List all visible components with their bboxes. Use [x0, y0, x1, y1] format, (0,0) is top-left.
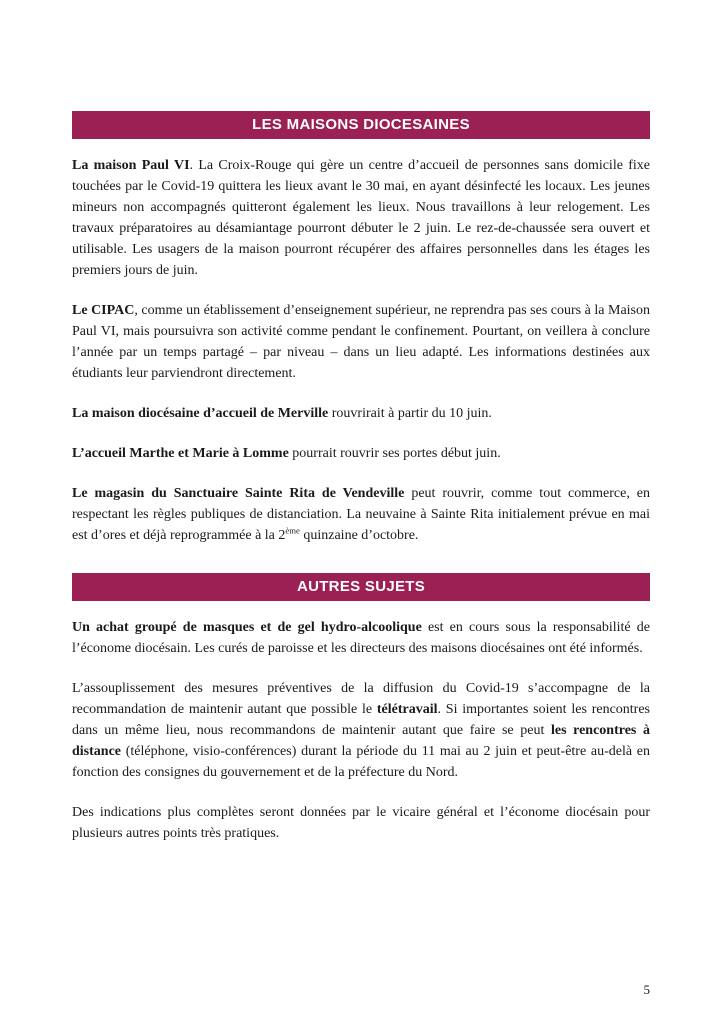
paragraph-text: Des indications plus complètes seront données par le vicaire général et l’économe diocésain pour plusieurs autres points très pratiques.: [72, 805, 650, 841]
paragraph: [72, 300, 650, 384]
paragraph-text: L’assouplissement des mesures préventives de la diffusion du Covid-19 s’accompagne de la recommandation de maintenir autant que possible le: [72, 681, 650, 717]
paragraph: [72, 617, 650, 659]
paragraph: [72, 403, 650, 424]
paragraph-lead-bold: les rencontres à distance: [72, 723, 650, 759]
paragraph: [72, 483, 650, 546]
paragraph-lead-bold: L’accueil Marthe et Marie à Lomme: [72, 446, 289, 461]
paragraph-lead-bold: La maison Paul VI: [72, 158, 190, 173]
section-banner: AUTRES SUJETS: [72, 573, 650, 601]
paragraph-text: ème: [285, 525, 300, 536]
paragraph: [72, 155, 650, 281]
paragraph-lead-bold: La maison diocésaine d’accueil de Merville: [72, 406, 329, 421]
paragraph-text: est en cours sous la responsabilité de l’économe diocésain. Les curés de paroisse et les directeurs des maisons diocésaines ont été informés.: [72, 620, 650, 656]
paragraph-lead-bold: Le magasin du Sanctuaire Sainte Rita de Vendeville: [72, 486, 405, 501]
page-number: 5: [643, 982, 650, 997]
paragraph: [72, 443, 650, 464]
paragraph-text: pourrait rouvrir ses portes début juin.: [288, 446, 501, 461]
paragraph-text: quinzaine d’octobre.: [299, 528, 419, 543]
paragraph-text: . La Croix-Rouge qui gère un centre d’accueil de personnes sans domicile fixe touchées par le Covid-19 quittera les lieux avant le 30 mai, en ayant désinfecté les locaux. Les jeunes mineurs non accompagnés quitteront également les lieux. Nous travaillons à leur relogement. Les travaux préparatoires au désamiantage pourront débuter le 2 juin. Le rez-de-chaussée sera ouvert et utilisable. Les usagers de la maison pourront récupérer des affaires personnelles dans les étages les premiers jours de juin.: [72, 158, 650, 278]
paragraph-text: , comme un établissement d’enseignement supérieur, ne reprendra pas ses cours à la Maison Paul VI, mais poursuivra son activité comme pendant le confinement. Pourtant, on veillera à conclure l’année par un temps partagé – par niveau – dans un lieu adapté. Les informations destinées aux étudiants leur parviendront directement.: [72, 303, 651, 381]
paragraph-lead-bold: Un achat groupé de masques et de gel hydro-alcoolique: [72, 620, 422, 635]
paragraph-lead-bold: Le CIPAC: [72, 303, 135, 318]
paragraph-text: (téléphone, visio-conférences) durant la période du 11 mai au 2 juin et peut-être au-delà en fonction des consignes du gouvernement et de la préfecture du Nord.: [72, 744, 650, 780]
document-content: [72, 111, 650, 863]
paragraph-text: peut rouvrir, comme tout commerce, en respectant les règles publiques de distanciation. La neuvaine à Sainte Rita initialement prévue en mai est d’ores et déjà reprogrammée à la 2: [72, 486, 651, 543]
paragraph: [72, 802, 650, 844]
paragraph-lead-bold: télétravail: [376, 702, 438, 717]
paragraph-text: rouvrirait à partir du 10 juin.: [328, 406, 492, 421]
paragraph-text: . Si importantes soient les rencontres dans un même lieu, nous recommandons de maintenir autant que faire se peut: [72, 702, 650, 738]
section-banner: LES MAISONS DIOCESAINES: [72, 111, 650, 139]
paragraph: [72, 678, 650, 783]
